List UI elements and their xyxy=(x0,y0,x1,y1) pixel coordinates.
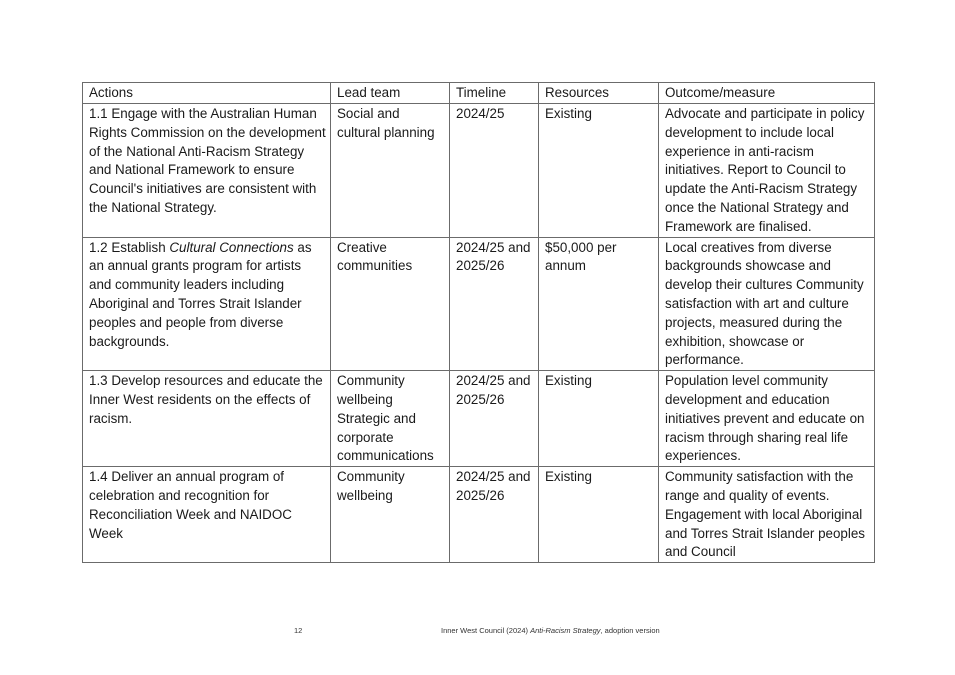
action-text: 1.1 Engage with the Australian Human Rights Commission on the development of the National Anti-Racism Strategy and National Framework to ensure Council's initiatives are consistent with the National Strategy. xyxy=(89,106,326,215)
header-actions: Actions xyxy=(83,83,331,104)
timeline-cell: 2024/25 xyxy=(450,104,539,238)
header-resources: Resources xyxy=(539,83,659,104)
outcome-cell: Local creatives from diverse backgrounds showcase and develop their cultures Community satisfaction with art and culture projects, measured during the exhibition, showcase or performance. xyxy=(659,237,875,371)
resources-cell: Existing xyxy=(539,371,659,467)
lead-team-cell: Creative communities xyxy=(331,237,450,371)
table-row xyxy=(83,237,875,371)
action-text-cont: as an annual grants program for artists and community leaders including Aboriginal and Torres Strait Islander peoples and people from diverse backgrounds. xyxy=(89,239,312,349)
outcome-cell: Population level community development and education initiatives prevent and educate on racism through sharing real life experiences. xyxy=(659,371,875,467)
footer-citation xyxy=(441,626,660,635)
lead-team-cell: Community wellbeing Strategic and corporate communications xyxy=(331,371,450,467)
action-text: 1.4 Deliver an annual program of celebration and recognition for Reconciliation Week and NAIDOC Week xyxy=(89,469,292,541)
action-text: 1.3 Develop resources and educate the Inner West residents on the effects of racism. xyxy=(89,373,323,426)
action-program-name: Cultural Connections xyxy=(169,239,294,255)
action-cell xyxy=(83,467,331,563)
timeline-cell: 2024/25 and 2025/26 xyxy=(450,371,539,467)
resources-cell: Existing xyxy=(539,467,659,563)
table-row xyxy=(83,467,875,563)
table-header-row xyxy=(83,83,875,104)
table-row xyxy=(83,371,875,467)
action-cell xyxy=(83,104,331,238)
action-cell xyxy=(83,237,331,371)
header-outcome-measure: Outcome/measure xyxy=(659,83,875,104)
lead-team-cell: Community wellbeing xyxy=(331,467,450,563)
outcome-cell: Community satisfaction with the range and quality of events. Engagement with local Aboriginal and Torres Strait Islander peoples and Council xyxy=(659,467,875,563)
timeline-cell: 2024/25 and 2025/26 xyxy=(450,237,539,371)
header-lead-team: Lead team xyxy=(331,83,450,104)
citation-text: Inner West Council (2024) xyxy=(441,626,531,635)
lead-team-cell: Social and cultural planning xyxy=(331,104,450,238)
action-text: 1.2 Establish xyxy=(89,239,170,255)
citation-suffix: , adoption version xyxy=(600,626,660,635)
table-row xyxy=(83,104,875,238)
header-timeline: Timeline xyxy=(450,83,539,104)
timeline-cell: 2024/25 and 2025/26 xyxy=(450,467,539,563)
resources-cell: Existing xyxy=(539,104,659,238)
actions-table xyxy=(82,82,875,563)
citation-title: Anti-Racism Strategy xyxy=(530,626,601,635)
page-number: 12 xyxy=(294,626,303,635)
action-cell xyxy=(83,371,331,467)
outcome-cell: Advocate and participate in policy development to include local experience in anti-racism initiatives. Report to Council to update the Anti-Racism Strategy once the National Strategy and Framework are finalised. xyxy=(659,104,875,238)
resources-cell: $50,000 per annum xyxy=(539,237,659,371)
